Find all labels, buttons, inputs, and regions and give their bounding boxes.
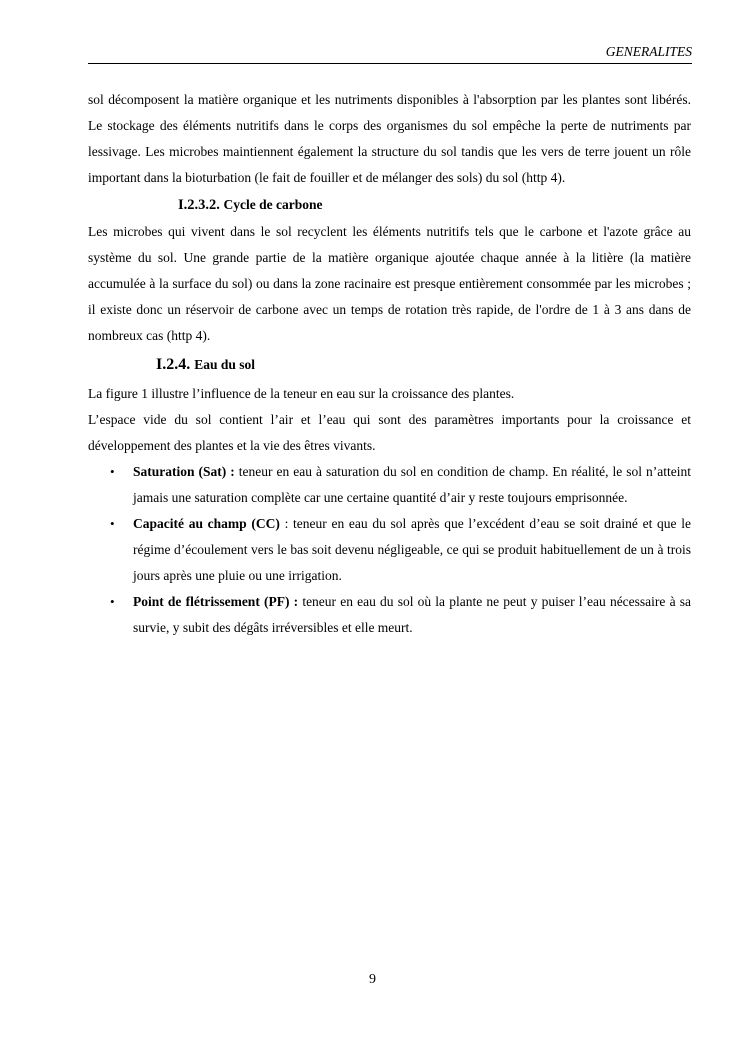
section-number: I.2.4. [156, 356, 191, 373]
definition-term: Capacité au champ (CC) [133, 516, 280, 531]
list-item-field-capacity [88, 511, 691, 589]
section-title: Cycle de carbone [223, 197, 323, 212]
definition-text: : teneur en eau du sol après que l’excédent d’eau se soit drainé et que le régime d’écoulement vers le bas soit devenu négligeable, ce qui se produit habituellement de un à trois jours après une pluie ou une irrigation. [133, 516, 691, 583]
header-title: GENERALITES [605, 44, 692, 59]
page-number: 9 [369, 972, 376, 987]
bullet-icon: • [110, 594, 115, 609]
section-number: I.2.3.2. [178, 197, 220, 213]
list-item-saturation [88, 459, 691, 511]
bullet-icon: • [110, 464, 115, 479]
definition-text: teneur en eau à saturation du sol en condition de champ. En réalité, le sol n’atteint jamais une saturation complète car une certaine quantité d’air y reste toujours emprisonnée. [133, 464, 691, 505]
paragraph-soil-decomposition: sol décomposent la matière organique et les nutriments disponibles à l'absorption par les plantes sont libérés. Le stockage des éléments nutritifs dans le corps des organismes du sol empêche la perte de nutriments par lessivage. Les microbes maintiennent également la structure du sol tandis que les vers de terre jouent un rôle important dans la bioturbation (le fait de fouiller et de mélanger des sols) du sol (http 4). [88, 92, 691, 185]
list-item-wilting-point [88, 589, 691, 641]
definition-term: Saturation (Sat) : [133, 464, 235, 479]
definition-term: Point de flétrissement (PF) : [133, 594, 299, 609]
section-heading-soil-water [88, 349, 691, 381]
paragraph-soil-void-space: L’espace vide du sol contient l’air et l’eau qui sont des paramètres importants pour la croissance et développement des plantes et la vie des êtres vivants. [88, 412, 691, 453]
soil-water-definitions-list [88, 459, 691, 641]
page-header [88, 42, 692, 64]
section-title: Eau du sol [194, 357, 256, 372]
paragraph-carbon-cycle: Les microbes qui vivent dans le sol recyclent les éléments nutritifs tels que le carbone et l'azote grâce au système du sol. Une grande partie de la matière organique ajoutée chaque année à la litière (la matière accumulée à la surface du sol) ou dans la zone racinaire est presque entièrement consommée par les microbes ; il existe donc un réservoir de carbone avec un temps de rotation très rapide, de l'ordre de 1 à 3 ans dans de nombreux cas (http 4). [88, 224, 691, 343]
section-heading-carbon-cycle [88, 191, 691, 219]
bullet-icon: • [110, 516, 115, 531]
paragraph-figure-reference: La figure 1 illustre l’influence de la teneur en eau sur la croissance des plantes. [88, 386, 515, 401]
page-body [88, 87, 691, 641]
definition-text: teneur en eau du sol où la plante ne peut y puiser l’eau nécessaire à sa survie, y subit des dégâts irréversibles et elle meurt. [133, 594, 691, 635]
